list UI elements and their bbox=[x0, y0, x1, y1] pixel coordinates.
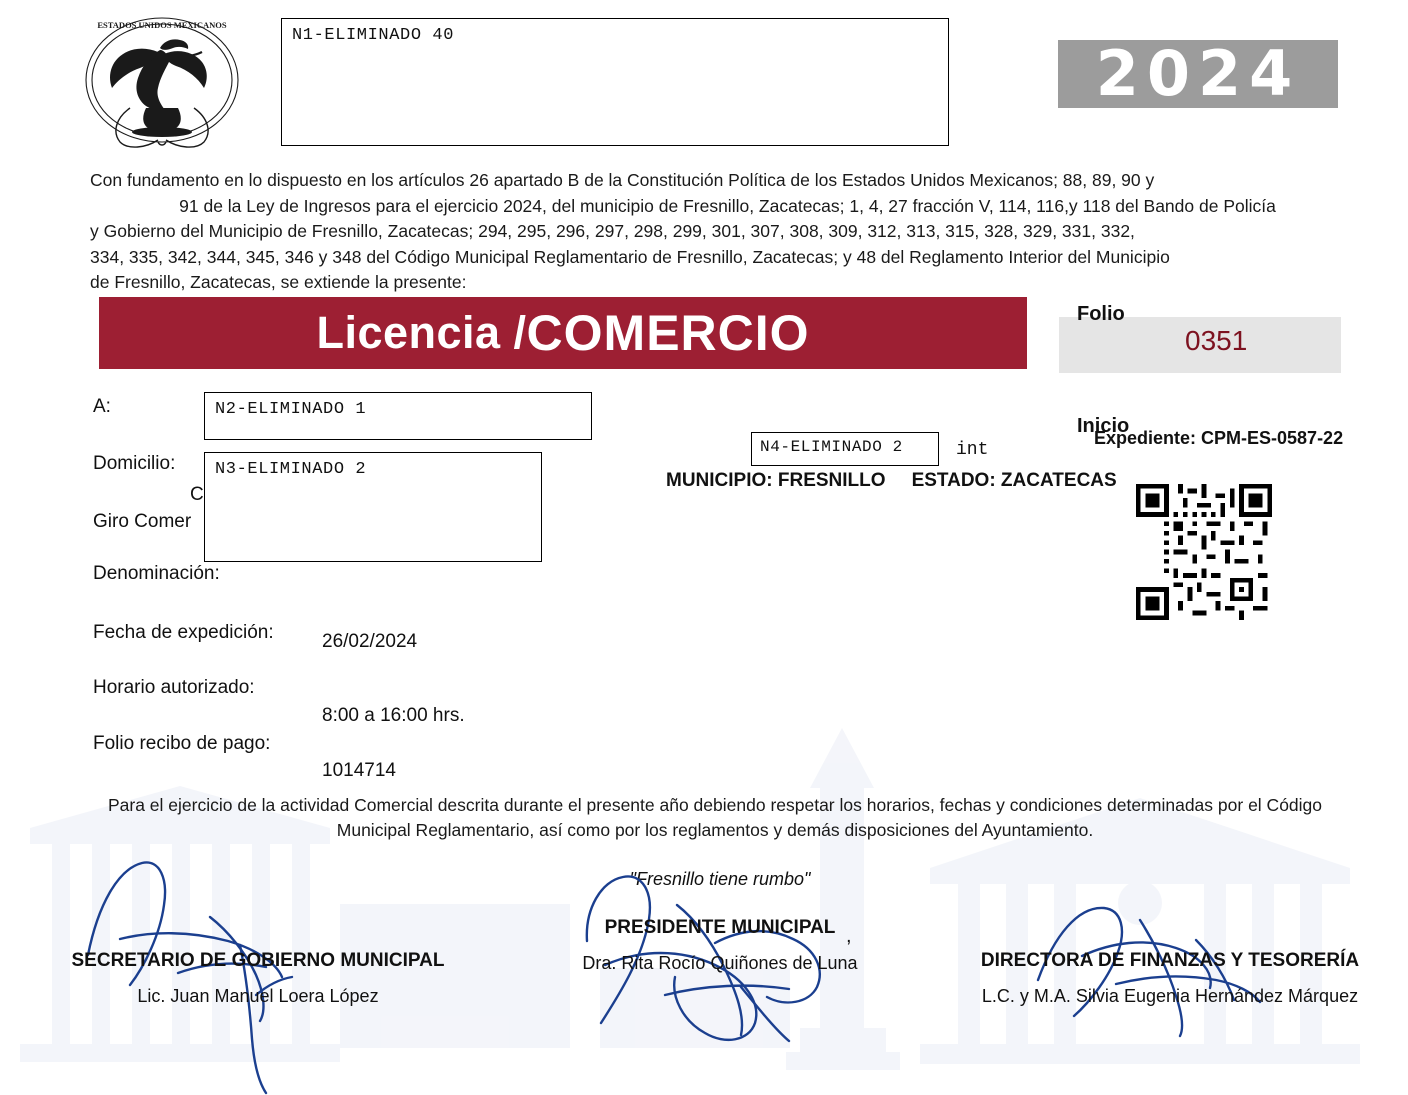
legal-paragraph bbox=[90, 168, 1365, 296]
field-label-domicilio: Domicilio: bbox=[93, 453, 176, 474]
field-value-horario-autorizado: 8:00 a 16:00 hrs. bbox=[322, 705, 465, 726]
legal-line-5: de Fresnillo, Zacatecas, se extiende la presente: bbox=[90, 272, 467, 292]
signature-block-presidente bbox=[560, 917, 880, 974]
signature-block-secretario bbox=[60, 950, 456, 1007]
inicio-label: Inicio bbox=[1077, 415, 1130, 437]
legal-line-4: 334, 335, 342, 344, 345, 346 y 348 del Código Municipal Reglamentario de Fresnillo, Zacatecas; y 48 del Reglamento Interior del Municipio bbox=[90, 246, 1170, 267]
closing-line-1: Para el ejercicio de la actividad Comercial descrita durante el presente año debiendo respetar los horarios, fechas y condiciones determinadas bbox=[107, 795, 1214, 815]
slogan-text: "Fresnillo tiene rumbo" bbox=[629, 869, 811, 889]
banner-prefix: Licencia / bbox=[316, 307, 527, 358]
signature-name-directora: L.C. y M.A. Silvia Eugenia Hernández Márquez bbox=[981, 986, 1359, 1006]
mexican-coat-of-arms-seal bbox=[72, 8, 252, 158]
field-label-c: C bbox=[190, 484, 204, 505]
field-label-denominacion: Denominación: bbox=[93, 563, 220, 584]
field-label-folio-recibo-pago: Folio recibo de pago: bbox=[93, 733, 271, 754]
year-badge: 2024 bbox=[1058, 40, 1338, 108]
n4-eliminado-box: N4-ELIMINADO 2 bbox=[751, 432, 939, 466]
legal-line-1: Con fundamento en lo dispuesto en los artículos 26 apartado B de la Constitución Política de los Estados Unidos Mexicanos; 88, 89, 90 y bbox=[90, 170, 1155, 190]
n2-eliminado-box: N2-ELIMINADO 1 bbox=[204, 392, 592, 440]
signature-block-directora bbox=[970, 950, 1370, 1007]
interior-label: int bbox=[956, 440, 989, 460]
n3-eliminado-box: N3-ELIMINADO 2 bbox=[204, 452, 542, 562]
folio-value: 0351 bbox=[1185, 325, 1248, 356]
signature-title-secretario: SECRETARIO DE GOBIERNO MUNICIPAL bbox=[71, 950, 445, 971]
closing-line-2: por el Código Municipal Reglamentario, así como por los reglamentos y demás disposiciones del Ayuntamiento. bbox=[336, 795, 1323, 840]
qr-code bbox=[1136, 484, 1272, 620]
municipio-estado-line bbox=[666, 470, 1117, 492]
n1-eliminado-box: N1-ELIMINADO 40 bbox=[281, 18, 949, 146]
estado-value: ESTADO: ZACATECAS bbox=[911, 470, 1117, 491]
field-label-a: A: bbox=[93, 396, 111, 417]
field-label-giro-comercial: Giro Comer bbox=[93, 511, 192, 532]
signature-name-secretario: Lic. Juan Manuel Loera López bbox=[137, 986, 379, 1006]
field-label-horario-autorizado: Horario autorizado: bbox=[93, 677, 255, 698]
field-value-folio-recibo-pago: 1014714 bbox=[322, 760, 396, 781]
svg-text:ESTADOS UNIDOS MEXICANOS: ESTADOS UNIDOS MEXICANOS bbox=[97, 20, 227, 30]
municipio-value: MUNICIPIO: FRESNILLO bbox=[666, 470, 886, 491]
closing-paragraph bbox=[84, 793, 1346, 843]
field-label-fecha-expedicion: Fecha de expedición: bbox=[93, 622, 274, 643]
legal-line-2: 91 de la Ley de Ingresos para el ejercicio 2024, del municipio de Fresnillo, Zacatecas; 1, 4, 27 fracción V, 114, 116,y 118 del Bando de Policía bbox=[179, 195, 1276, 216]
signature-title-presidente: PRESIDENTE MUNICIPAL bbox=[604, 917, 836, 938]
signature-name-presidente: Dra. Rita Rocío Quiñones de Luna bbox=[582, 953, 858, 973]
expediente-value: Expediente: CPM-ES-0587-22 bbox=[1094, 428, 1344, 448]
banner-type: COMERCIO bbox=[526, 305, 810, 361]
legal-line-3: y Gobierno del Municipio de Fresnillo, Zacatecas; 294, 295, 296, 297, 298, 299, 301, 307, 308, 309, 312, 313, 315, 328, 329, 331, 332, bbox=[90, 221, 1135, 241]
license-type-banner bbox=[99, 297, 1027, 369]
field-value-fecha-expedicion: 26/02/2024 bbox=[322, 631, 418, 652]
signature-title-directora: DIRECTORA DE FINANZAS Y TESORERÍA bbox=[980, 950, 1360, 971]
folio-label: Folio bbox=[1077, 303, 1125, 325]
comma-mark: , bbox=[846, 925, 852, 947]
